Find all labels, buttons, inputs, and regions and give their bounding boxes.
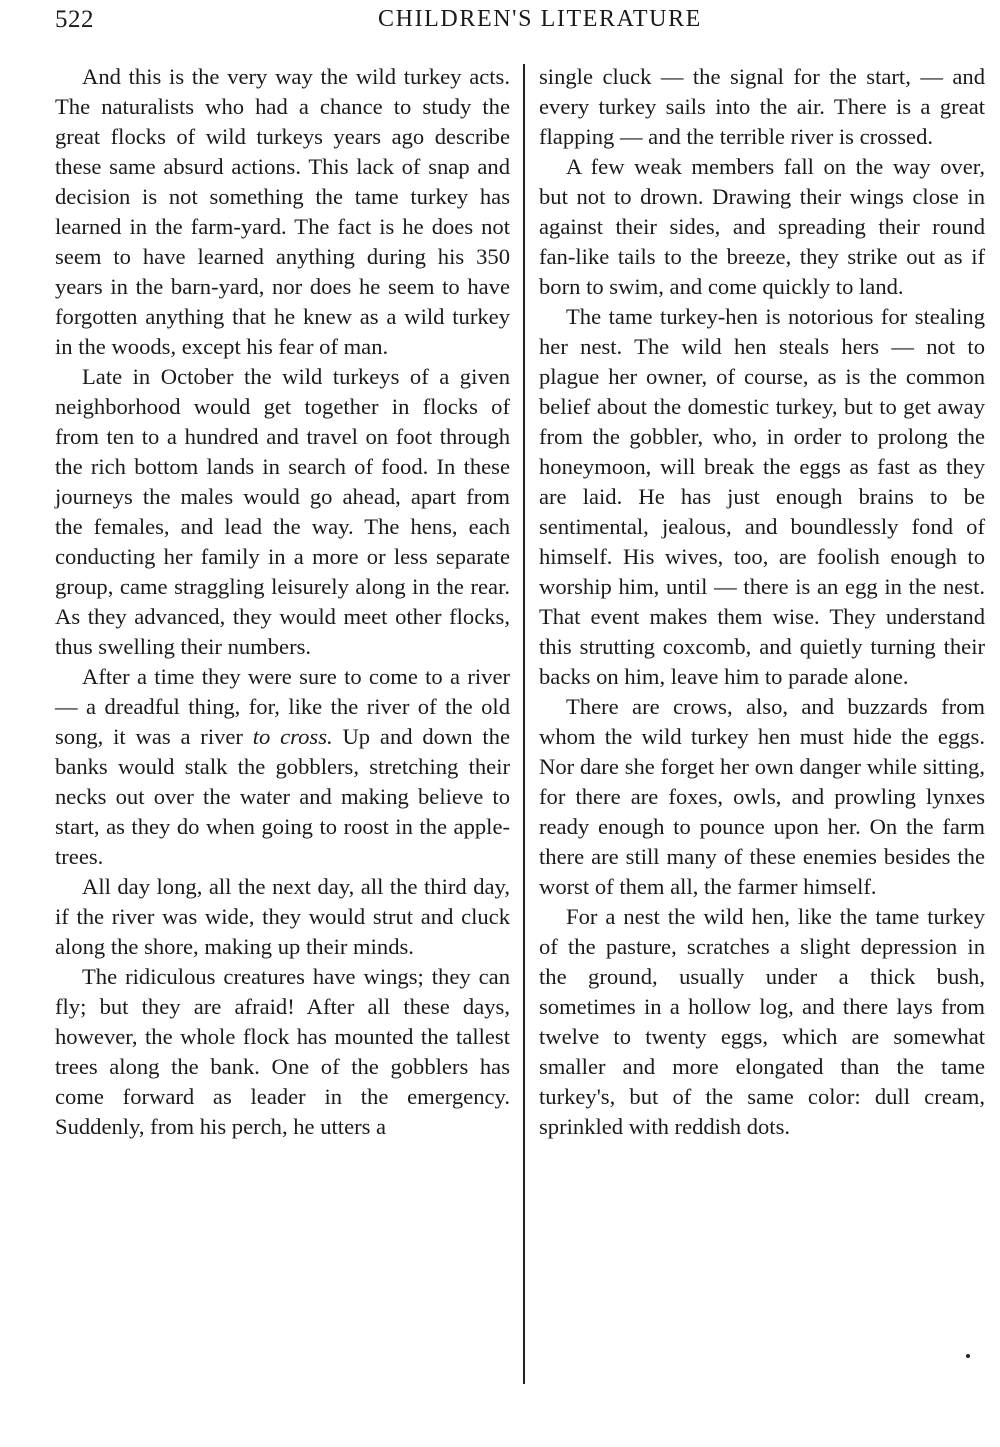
paragraph — [55, 662, 510, 872]
paragraph: There are crows, also, and buzzards from whom the wild turkey hen must hide the eggs. Nor dare she forget her own danger while sitting, for there are foxes, owls, and prowling lynxes ready enough to pounce upon her. On the farm there are still many of these enemies besides the worst of them all, the farmer himself. — [539, 694, 985, 899]
italic-phrase: to cross. — [252, 724, 333, 749]
paragraph: All day long, all the next day, all the third day, if the river was wide, they would strut and cluck along the shore, making up their minds. — [55, 874, 510, 959]
paragraph: A few weak members fall on the way over, but not to drown. Drawing their wings close in against their sides, and spreading their round fan-like tails to the breeze, they strike out as if born to swim, and come quickly to land. — [539, 154, 985, 299]
page-header — [55, 6, 985, 42]
paragraph: And this is the very way the wild turkey acts. The naturalists who had a chance to study the great flocks of wild turkeys years ago describe these same absurd actions. This lack of snap and decision is not something the tame turkey has learned in the farm-yard. The fact is he does not seem to have learned anything during his 350 years in the barn-yard, nor does he seem to have forgotten anything that he knew as a wild turkey in the woods, except his fear of man. — [55, 64, 510, 359]
paragraph-continuation: single cluck — the signal for the start, — and every turkey sails into the air. There is a great flapping — and the terrible river is crossed. — [539, 64, 985, 149]
left-column — [55, 62, 510, 1142]
print-speck — [966, 1354, 970, 1358]
paragraph: The ridiculous creatures have wings; they can fly; but they are afraid! After all these days, however, the whole flock has mounted the tallest trees along the bank. One of the gobblers has come forward as leader in the emergency. Suddenly, from his perch, he utters a — [55, 964, 510, 1139]
paragraph-text: Up and down the banks would stalk the gobblers, stretching their necks out over the water and making believe to start, as they do when going to roost in the apple-trees. — [55, 724, 510, 869]
paragraph: Late in October the wild turkeys of a given neighborhood would get together in flocks of from ten to a hundred and travel on foot through the rich bottom lands in search of food. In these journeys the males would go ahead, apart from the females, and lead the way. The hens, each conducting her family in a more or less separate group, came straggling leisurely along in the rear. As they advanced, they would meet other flocks, thus swelling their numbers. — [55, 364, 510, 659]
right-column — [539, 62, 985, 1142]
paragraph-text: After a time they were sure to come to a river — a dreadful thing, for, like the river of the old song, it was a river — [55, 664, 510, 749]
paragraph: The tame turkey-hen is notorious for stealing her nest. The wild hen steals hers — not to plague her owner, of course, as is the common belief about the domestic turkey, but to get away from the gobbler, who, in order to prolong the honeymoon, will break the eggs as fast as they are laid. He has just enough brains to be sentimental, jealous, and boundlessly fond of himself. His wives, too, are foolish enough to worship him, until — there is an egg in the nest. That event makes them wise. They understand this strutting coxcomb, and quietly turning their backs on him, leave him to parade alone. — [539, 304, 985, 689]
column-divider — [523, 64, 525, 1384]
paragraph: For a nest the wild hen, like the tame turkey of the pasture, scratches a slight depression in the ground, usually under a thick bush, sometimes in a hollow log, and there lays from twelve to twenty eggs, which are somewhat smaller and more elongated than the tame turkey's, but of the same color: dull cream, sprinkled with reddish dots. — [539, 904, 985, 1139]
running-title: CHILDREN'S LITERATURE — [378, 6, 702, 32]
page-number: 522 — [55, 6, 94, 33]
